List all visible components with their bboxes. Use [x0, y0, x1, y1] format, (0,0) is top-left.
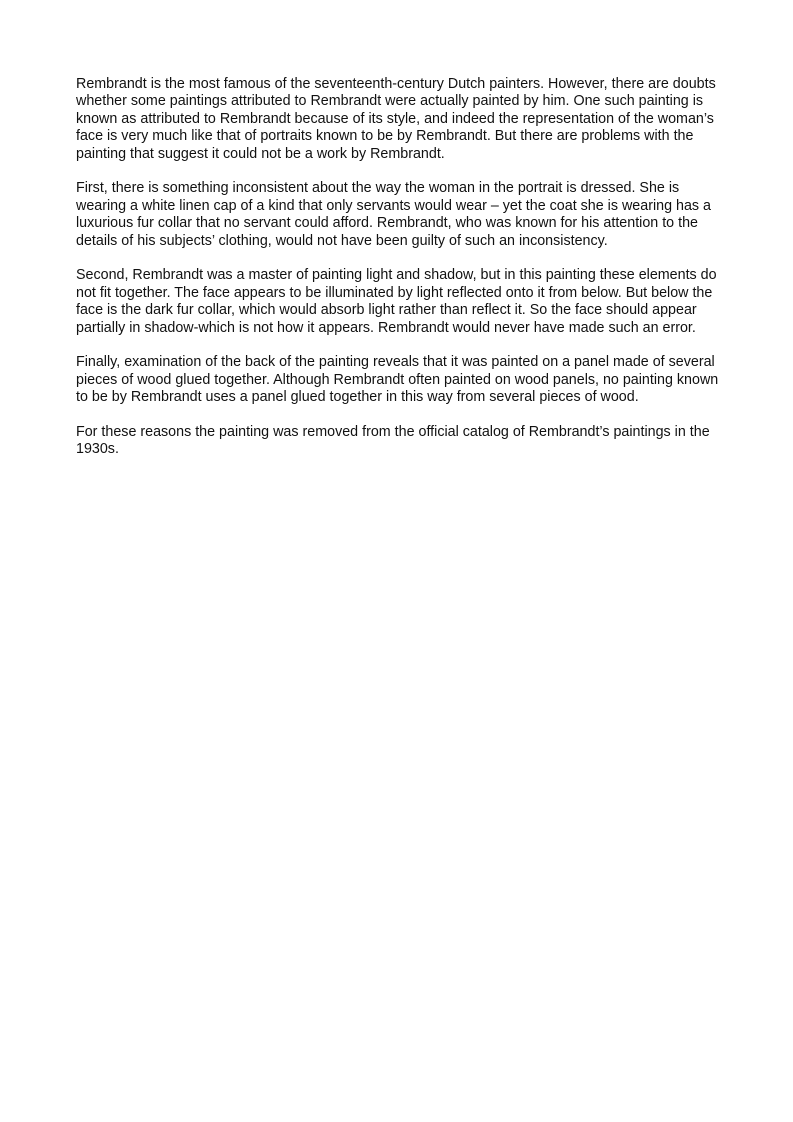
- paragraph-conclusion: For these reasons the painting was removed from the official catalog of Rembrandt’s paintings in the 1930s.: [76, 424, 710, 458]
- paragraph-second-point: Second, Rembrandt was a master of painting light and shadow, but in this painting these elements do not fit together. The face appears to be illuminated by light reflected onto it from below. But below the face is the dark fur collar, which would absorb light rather than reflect it. So the face should appear partially in shadow-which is not how it appears. Rembrandt would never have made such an error.: [76, 267, 717, 336]
- paragraph-introduction: Rembrandt is the most famous of the seventeenth-century Dutch painters. However, there are doubts whether some paintings attributed to Rembrandt were actually painted by him. One such painting is known as attributed to Rembrandt because of its style, and indeed the representation of the woman’s face is very much like that of portraits known to be by Rembrandt. But there are problems with the painting that suggest it could not be a work by Rembrandt.: [76, 76, 716, 162]
- paragraph-third-point: Finally, examination of the back of the painting reveals that it was painted on a panel made of several pieces of wood glued together. Although Rembrandt often painted on wood panels, no painting known to be by Rembrandt uses a panel glued together in this way from several pieces of wood.: [76, 354, 719, 406]
- paragraph-first-point: First, there is something inconsistent about the way the woman in the portrait is dressed. She is wearing a white linen cap of a kind that only servants would wear – yet the coat she is wearing has a luxurious fur collar that no servant could afford. Rembrandt, who was known for his attention to the details of his subjects’ clothing, would not have been guilty of such an inconsistency.: [76, 180, 711, 249]
- reading-passage: [76, 76, 726, 476]
